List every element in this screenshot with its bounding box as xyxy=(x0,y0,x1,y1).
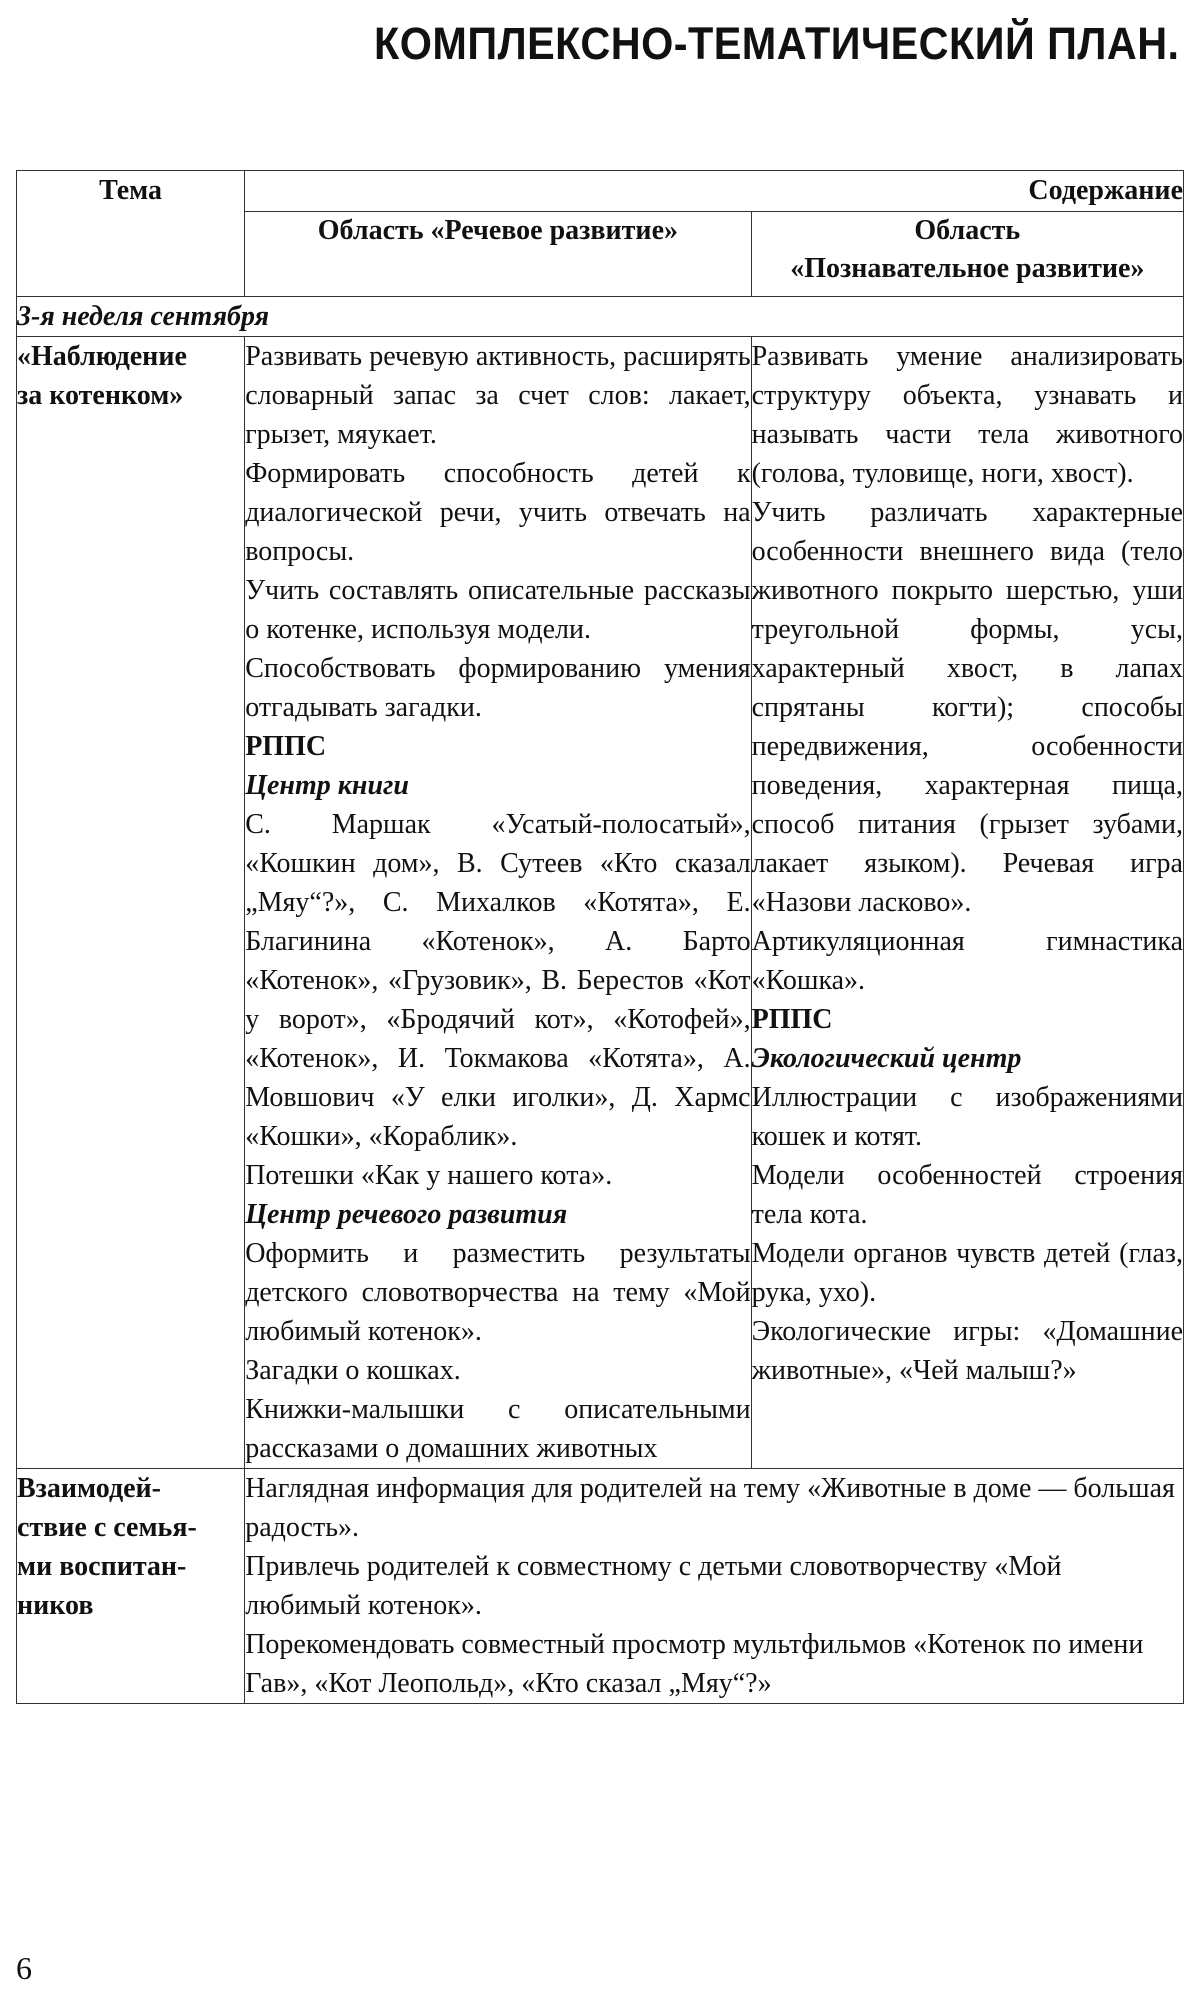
cognitive-paragraph: Модели органов чувств детей (глаз, рука, ухо). xyxy=(751,1238,1183,1308)
topic-line1: «Наблюдение xyxy=(17,341,187,372)
week-label: 3-я неделя сентября xyxy=(17,297,1184,337)
cognitive-paragraph: Развивать умение анализировать структуру объекта, узнавать и называть части тела животного (голова, туловище, ноги, хвост). xyxy=(751,341,1183,489)
cognitive-paragraph: Модели особенностей строения тела кота. xyxy=(751,1160,1183,1230)
topic-line2: за котенком» xyxy=(17,380,184,411)
topic-row xyxy=(17,337,1184,1469)
week-row xyxy=(17,297,1184,337)
cognitive-area-header xyxy=(751,212,1183,297)
thematic-plan-table xyxy=(16,170,1184,1704)
family-label-line3: ми воспитан- xyxy=(17,1551,187,1582)
speech-center-heading: Центр речевого развития xyxy=(245,1199,568,1230)
cognitive-paragraph: Учить различать характерные особенности внешнего вида (тело животного покрыто шерстью, уши треугольной формы, усы, характерный хвост, в лапах спрятаны когти); способы передвижения, особенности поведения, характерная пища, способ питания (грызет зубами, лакает языком). Речевая игра «Назови ласково». xyxy=(751,497,1183,918)
cognitive-paragraph: Экологические игры: «Домашние животные», «Чей малыш?» xyxy=(751,1316,1183,1386)
table-header-row xyxy=(17,171,1184,212)
cognitive-paragraph: Артикуляционная гимнастика «Кошка». xyxy=(751,926,1183,996)
topic-cell xyxy=(17,337,245,1469)
family-paragraph: Привлечь родителей к совместному с детьми словотворчеству «Мой любимый котенок». xyxy=(245,1551,1062,1621)
book-center-heading: Центр книги xyxy=(245,770,409,801)
page-number: 6 xyxy=(16,1950,32,1986)
page-title: КОМПЛЕКСНО-ТЕМАТИЧЕСКИЙ ПЛАН. xyxy=(374,18,1180,69)
rpps-heading: РППС xyxy=(245,731,327,762)
cognitive-area-header-line1: Область xyxy=(914,215,1021,246)
speech-paragraph: Потешки «Как у нашего кота». xyxy=(245,1160,613,1191)
speech-paragraph: Развивать речевую активность, расширять словарный запас за счет слов: лакает, грызет, мяукает. xyxy=(245,341,751,450)
family-interaction-cell xyxy=(245,1469,1184,1704)
cognitive-paragraph: Иллюстрации с изображениями кошек и котят. xyxy=(751,1082,1183,1152)
family-row xyxy=(17,1469,1184,1704)
family-label-line4: ников xyxy=(17,1590,94,1621)
family-interaction-label xyxy=(17,1469,245,1704)
speech-paragraph: Формировать способность детей к диалогической речи, учить отвечать на вопросы. xyxy=(245,458,751,567)
speech-paragraph: Способствовать формированию умения отгадывать загадки. xyxy=(245,653,751,723)
speech-paragraph: Загадки о кошках. xyxy=(245,1355,461,1386)
family-paragraph: Наглядная информация для родителей на тему «Животные в доме — большая радость». xyxy=(245,1473,1175,1543)
speech-area-header: Область «Речевое развитие» xyxy=(245,212,751,297)
speech-paragraph: Книжки-малышки с описательными рассказами о домашних животных xyxy=(245,1394,751,1464)
family-paragraph: Порекомендовать совместный просмотр мультфильмов «Котенок по имени Гав», «Кот Леопольд», «Кто сказал „Мяу“?» xyxy=(245,1629,1144,1699)
ecology-center-heading: Экологический центр xyxy=(751,1043,1022,1074)
cognitive-development-cell xyxy=(751,337,1183,1469)
family-label-line1: Взаимодей- xyxy=(17,1473,162,1504)
family-label-line2: ствие с семья- xyxy=(17,1512,197,1543)
speech-paragraph: Учить составлять описательные рассказы о котенке, используя модели. xyxy=(245,575,751,645)
speech-paragraph: С. Маршак «Усатый-полосатый», «Кошкин дом», В. Сутеев «Кто сказал „Мяу“?», С. Михалков «Котята», Е. Благинина «Котенок», А. Барто «Котенок», «Грузовик», В. Берестов «Кот у ворот», «Бродячий кот», «Котофей», «Котенок», И. Токмакова «Котята», А. Мовшович «У елки иголки», Д. Хармс «Кошки», «Кораблик». xyxy=(245,809,751,1152)
content-column-header: Содержание xyxy=(245,171,1184,212)
rpps-heading: РППС xyxy=(751,1004,833,1035)
speech-development-cell xyxy=(245,337,751,1469)
theme-column-header: Тема xyxy=(17,171,245,297)
cognitive-area-header-line2: «Познавательное развитие» xyxy=(790,253,1145,284)
speech-paragraph: Оформить и разместить результаты детского словотворчества на тему «Мой любимый котенок». xyxy=(245,1238,751,1347)
